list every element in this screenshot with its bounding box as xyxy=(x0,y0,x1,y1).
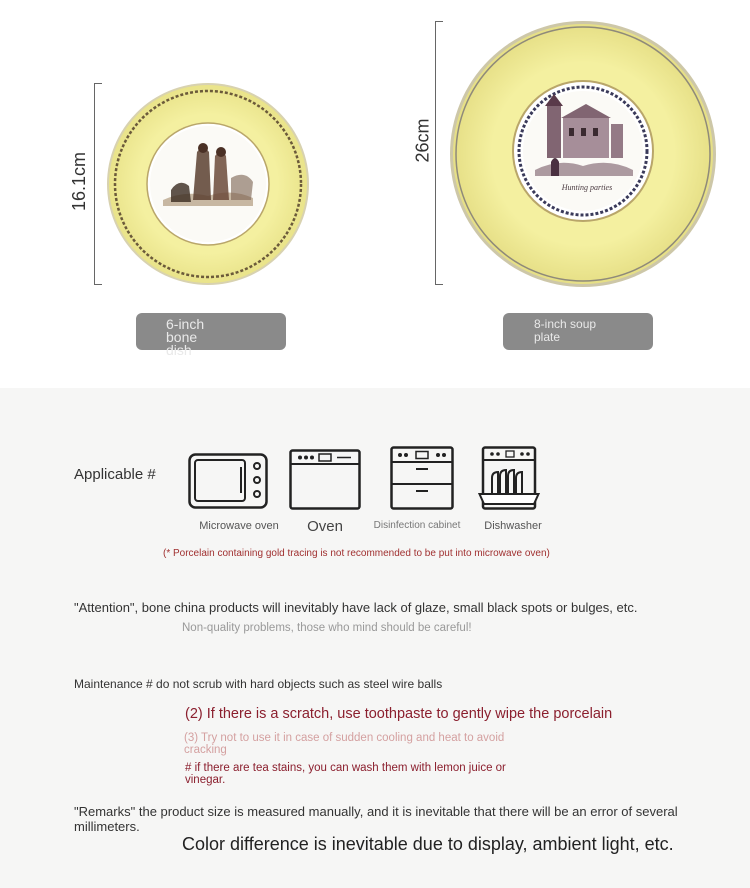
microwave-icon xyxy=(188,453,268,510)
dish-size-label: 16.1cm xyxy=(69,151,90,212)
bone-dish-caption: 6-inch bone dish xyxy=(136,313,286,350)
plate-script-text: Hunting parties xyxy=(561,183,613,192)
microwave-label: Microwave oven xyxy=(199,520,279,532)
applicable-label: Applicable # xyxy=(74,466,156,483)
scratch-tip: (2) If there is a scratch, use toothpaste to gently wipe the porcelain xyxy=(185,706,613,722)
product-dimensions-section xyxy=(0,0,750,388)
plate-size-label: 26cm xyxy=(412,118,433,163)
height-dimension-line xyxy=(94,83,95,285)
disinfection-cabinet-label: Disinfection cabinet xyxy=(373,520,461,531)
soup-plate-image xyxy=(449,20,717,288)
soup-plate-caption: 8-inch soup plate xyxy=(503,313,653,350)
tea-stain-tip: # if there are tea stains, you can wash them with lemon juice or vinegar. xyxy=(185,762,506,786)
disinfection-cabinet-icon xyxy=(390,446,454,510)
dishwasher-label: Dishwasher xyxy=(484,520,542,532)
height-dimension-line xyxy=(435,21,436,285)
remarks-text: "Remarks" the product size is measured manually, and it is inevitable that there will be an error of several millimeters. xyxy=(74,804,678,834)
microwave-warning-note: (* Porcelain containing gold tracing is not recommended to be put into microwave oven) xyxy=(163,548,550,559)
bone-dish-image xyxy=(105,82,311,286)
color-difference-text: Color difference is inevitable due to display, ambient light, etc. xyxy=(182,834,674,854)
attention-text: "Attention", bone china products will inevitably have lack of glaze, small black spots or bulges, etc. xyxy=(74,600,638,615)
oven-label: Oven xyxy=(307,518,343,535)
maintenance-text: Maintenance # do not scrub with hard objects such as steel wire balls xyxy=(74,677,443,691)
attention-subtext: Non-quality problems, those who mind should be careful! xyxy=(182,622,472,634)
oven-icon xyxy=(289,449,361,510)
cooling-tip: (3) Try not to use it in case of sudden cooling and heat to avoid cracking xyxy=(184,732,505,756)
dishwasher-icon xyxy=(478,446,540,510)
